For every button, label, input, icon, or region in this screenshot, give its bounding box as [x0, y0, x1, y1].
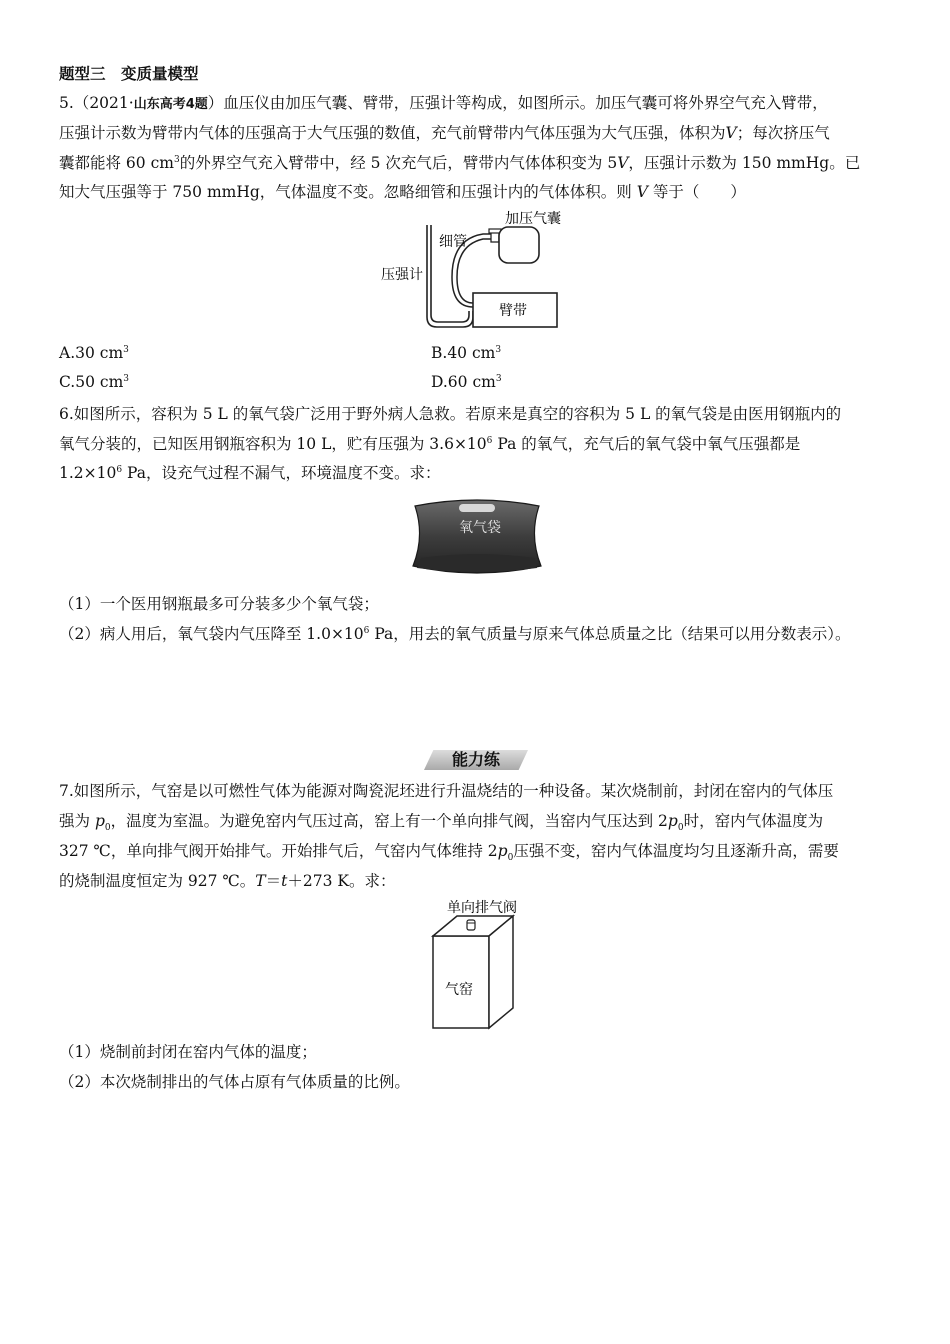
q6-line-2: 氧气分装的，已知医用钢瓶容积为 10 L，贮有压强为 $3.6\times 10^6$ Pa 的氧气，充气后的氧气袋中氧气压强都是 [59, 435, 801, 453]
q5-line-4: 知大气压强等于 750 mmHg，气体温度不变。忽略细管和压强计内的气体体积。则 V 等于（ ） [59, 183, 746, 201]
q7-sub-1: （1）烧制前封闭在窑内气体的温度； [59, 1043, 317, 1061]
q5-line-2: 压强计示数为臂带内气体的压强高于大气压强的数值，充气前臂带内气体压强为大气压强，体积为V；每次挤压气 [59, 124, 830, 142]
tube-label: 细管 [439, 234, 467, 250]
valve-label: 单向排气阀 [447, 900, 517, 916]
q6-line-3: $1.2\times 10^6$ Pa，设充气过程不漏气，环境温度不变。求： [59, 464, 441, 482]
q6-line-1: 6.如图所示，容积为 5 L 的氧气袋广泛用于野外病人急救。若原来是真空的容积为 5 L 的氧气袋是由医用钢瓶内的 [59, 405, 842, 423]
oxygen-bag-label: 氧气袋 [459, 520, 501, 536]
cuff-label: 臂带 [499, 303, 527, 319]
section-heading: 题型三 变质量模型 [59, 65, 199, 83]
q5-option-a[interactable]: A.30 $cm^3$ [59, 344, 129, 362]
q5-option-d[interactable]: D.60 $cm^3$ [431, 373, 502, 391]
q5-option-b[interactable]: B.40 $cm^3$ [431, 344, 502, 362]
q6-sub-2: （2）病人用后，氧气袋内气压降至 $1.0\times 10^6$ Pa，用去的氧气质量与原来气体总质量之比（结果可以用分数表示）。 [59, 625, 851, 643]
q5-line-3: 囊都能将 60 $cm^3$的外界空气充入臂带中，经 5 次充气后，臂带内气体体积变为 5V，压强计示数为 150 mmHg。已 [59, 154, 861, 172]
q5-source-year: 2021· [89, 94, 134, 112]
ability-practice-banner [424, 748, 528, 772]
q7-line-4: 的烧制温度恒定为 927 ℃。T＝t＋273 K。求： [59, 872, 396, 890]
bag-bottom-shadow [417, 554, 537, 572]
banner-text: 能力练 [451, 750, 500, 769]
q5-number: 5. [59, 94, 74, 112]
q7-line-3: 327 ℃，单向排气阀开始排气。开始排气后，气窑内气体维持 $2p_0$压强不变，窑内气体温度均匀且逐渐升高，需要 [59, 842, 839, 864]
bulb-label: 加压气囊 [505, 211, 561, 227]
q7-line-1: 7.如图所示，气窑是以可燃性气体为能源对陶瓷泥坯进行升温烧结的一种设备。某次烧制前，封闭在窑内的气体压 [59, 782, 834, 800]
q6-sub-1: （1）一个医用钢瓶最多可分装多少个氧气袋； [59, 595, 379, 613]
q5-line-1: 5.（2021·山东高考4题）血压仪由加压气囊、臂带，压强计等构成，如图所示。加压气囊可将外界空气充入臂带， [59, 94, 828, 112]
q5-option-c[interactable]: C.50 $cm^3$ [59, 373, 129, 391]
kiln-label: 气窑 [445, 982, 473, 998]
one-way-valve-icon [467, 920, 475, 930]
bag-brand-badge-icon [459, 504, 495, 512]
q7-figure-kiln [425, 896, 535, 1032]
kiln-side-face [489, 916, 513, 1028]
q5-source: 山东高考4题 [133, 97, 208, 112]
q7-line-2: 强为 $p_0$，温度为室温。为避免窑内气压过高，窑上有一个单向排气阀，当窑内气压达到 $2p_0$时，窑内气体温度为 [59, 812, 824, 834]
q5-figure-blood-pressure-meter [375, 205, 575, 335]
gauge-label: 压强计 [381, 267, 423, 283]
q7-sub-2: （2）本次烧制排出的气体占原有气体质量的比例。 [59, 1073, 410, 1091]
bulb-icon [499, 227, 539, 263]
q6-figure-oxygen-bag [407, 496, 547, 578]
